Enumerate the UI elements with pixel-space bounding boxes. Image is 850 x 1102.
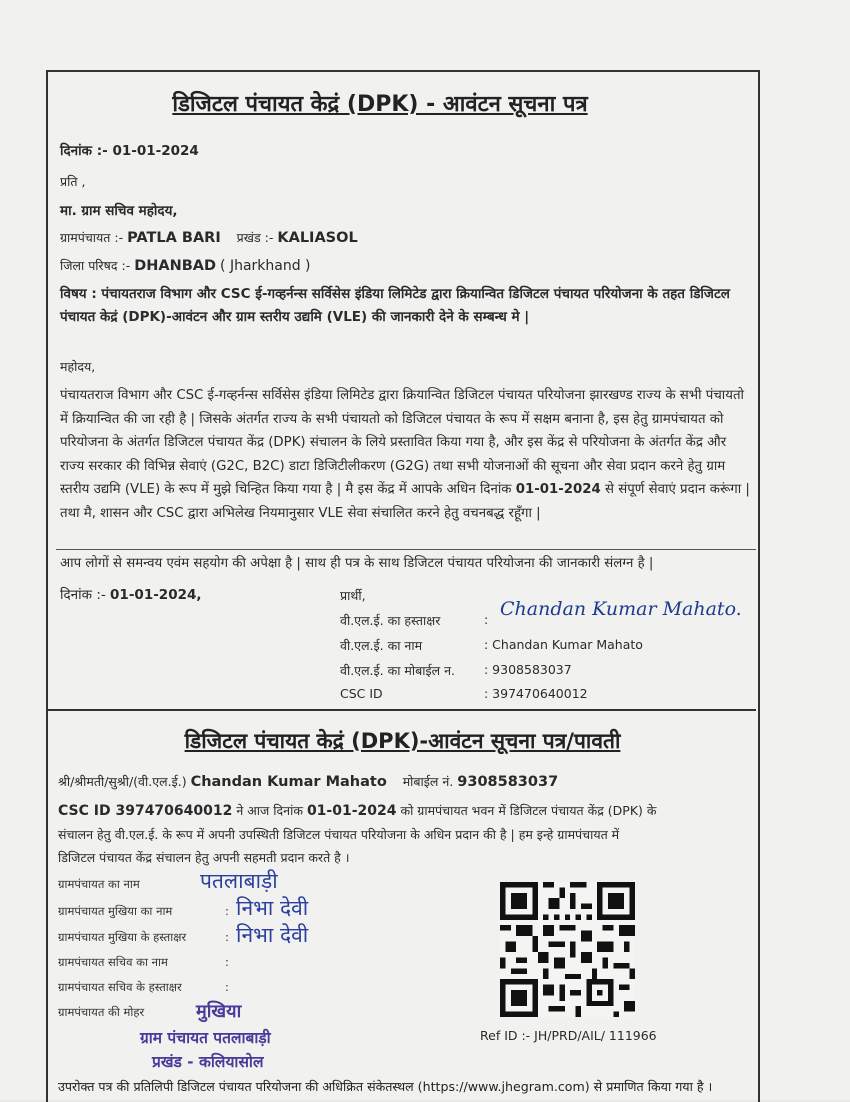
receipt-text-b: को ग्रामपंचायत भवन में डिजिटल पंचायत केंद्र (DPK) के xyxy=(400,803,657,818)
field-gp-name-hand: पतलाबाड़ी xyxy=(200,869,278,893)
block-label: प्रखंड :- xyxy=(236,230,274,245)
field-secretary-sign-label: ग्रामपंचायत सचिव के हस्ताक्षर xyxy=(58,980,182,994)
field-secretary-name-colon: : xyxy=(225,955,229,969)
vle-sign-label: वी.एल.ई. का हस्ताक्षर xyxy=(340,613,441,628)
vle-sign-colon: : xyxy=(484,612,489,627)
body-part1: पंचायतराज विभाग और CSC ई-गव्हर्नन्स सर्विसेस इंडिया लिमिटेड द्वारा क्रियान्वित डिजिटल पंचायत परियोजना झारखण्ड राज्य के सभी पंचायतो में क्रियान्वित की जा रही है | जिसके अंतर्गत राज्य के सभी पंचायतो को डिजिटल पंचायत के रूप में सक्षम बनाना है, इस हेतु ग्रामपंचायत को परियोजना के अंतर्गत डिजिटल पंचायत केंद्र (DPK) संचालन के लिये प्रस्तावित किया गया है, और इस केंद्र से परियोजना के अंतर्गत केंद्र और राज्य सरकार की विभिन्न सेवाएं (G2C, B2C) डाटा डिजिटीलीकरण (G2G) तथा सभी योजनाओं की सूचना और सेवा प्रदान करने हेतु ग्राम स्तरीय उद्यमि (VLE) के रूप में मुझे चिन्हित किया गया है | मै इस केंद्र में आपके अधिन दिनांक xyxy=(60,388,744,497)
field-secretary-sign-colon: : xyxy=(225,980,229,994)
field-mukhiya-sign-hand: निभा देवी xyxy=(236,923,309,947)
closing-line: आप लोगों से समन्वय एवंम सहयोग की अपेक्षा है | साथ ही पत्र के साथ डिजिटल पंचायत परियोजना की जानकारी संलग्न है | xyxy=(60,556,654,571)
field-mukhiya-name-label: ग्रामपंचायत मुखिया का नाम xyxy=(58,904,173,918)
receipt-csc-id: CSC ID 397470640012 xyxy=(58,803,233,819)
vle-name-label: वी.एल.ई. का नाम xyxy=(340,638,423,653)
receipt-title: डिजिटल पंचायत केद्रं (DPK)-आवंटन सूचना पत्र/पावती xyxy=(184,729,621,753)
vle-mobile-label: वी.एल.ई. का मोबाईल न. xyxy=(340,663,456,678)
receipt-text-line3: डिजिटल पंचायत केंद्र संचालन हेतु अपनी सहमती प्रदान करते है । xyxy=(58,850,350,865)
csc-id-label: CSC ID xyxy=(340,686,383,701)
field-seal-label: ग्रामपंचायत की मोहर xyxy=(58,1005,145,1019)
field-mukhiya-name-hand: निभा देवी xyxy=(236,896,309,920)
sign-date-value: 01-01-2024, xyxy=(110,587,202,603)
field-gp-name-label: ग्रामपंचायत का नाम xyxy=(58,877,140,891)
vle-signature: Chandan Kumar Mahato. xyxy=(500,598,742,620)
name-prefix: श्री/श्रीमती/सुश्री/(वी.एल.ई.) xyxy=(58,774,187,789)
sign-date-line xyxy=(60,585,202,603)
gp-label: ग्रामपंचायत :- xyxy=(60,230,124,245)
body-part2: से संपूर्ण सेवाएं प्रदान करूंगा | तथा मै, शासन और CSC द्वारा अभिलेख नियमानुसार VLE सेवा संचालित करने हेतु वचनबद्ध रहूँगा | xyxy=(60,482,750,521)
district-value: DHANBAD xyxy=(134,258,217,274)
field-secretary-name-label: ग्रामपंचायत सचिव का नाम xyxy=(58,955,168,969)
field-mukhiya-name-colon: : xyxy=(225,904,229,918)
stamp-line2: ग्राम पंचायत पतलाबाड़ी xyxy=(140,1029,271,1047)
stamp-line1: मुखिया xyxy=(196,1001,242,1022)
recipient-line: मा. ग्राम सचिव महोदय, xyxy=(60,203,178,219)
sign-date-label: दिनांक :- xyxy=(60,587,106,603)
csc-id-value: : 397470640012 xyxy=(484,686,588,701)
section-separator xyxy=(48,709,756,711)
footer-note: उपरोक्त पत्र की प्रतिलिपी डिजिटल पंचायत परियोजना की अधिक्रित संकेतस्थल (https://www.jhegram.com) से प्रमाणित किया गया है । xyxy=(58,1079,713,1094)
prarthi: प्रार्थी, xyxy=(340,588,366,603)
divider xyxy=(56,549,756,550)
field-mukhiya-sign-colon: : xyxy=(225,930,229,944)
date-label: दिनांक :- xyxy=(60,143,108,159)
vle-name-value: : Chandan Kumar Mahato xyxy=(484,637,643,652)
receipt-date: 01-01-2024 xyxy=(306,803,397,819)
prati-text: प्रति , xyxy=(60,174,86,189)
receipt-mobile-label: मोबाईल नं. xyxy=(402,774,454,789)
district-line xyxy=(60,257,311,274)
vle-mobile-value: : 9308583037 xyxy=(484,662,572,677)
receipt-name-line xyxy=(58,773,558,790)
body-paragraph xyxy=(60,384,752,525)
date-line xyxy=(60,141,199,159)
qr-code xyxy=(500,882,635,1017)
receipt-text-line2: संचालन हेतु वी.एल.ई. के रूप में अपनी उपस्थिती डिजिटल पंचायत परियोजना के अधिन प्रदान की है | हम इन्हे ग्रामपंचायत में xyxy=(58,827,620,842)
state-value: ( Jharkhand ) xyxy=(220,258,311,274)
block-value: KALIASOL xyxy=(277,230,358,246)
field-mukhiya-sign-label: ग्रामपंचायत मुखिया के हस्ताक्षर xyxy=(58,930,187,944)
stamp-line3: प्रखंड - कलियासोल xyxy=(152,1053,264,1071)
gp-block-line xyxy=(60,229,358,246)
receipt-text-a: ने आज दिनांक xyxy=(236,803,303,818)
receipt-text-line1 xyxy=(58,802,657,819)
body-date: 01-01-2024 xyxy=(515,482,601,497)
greeting: महोदय, xyxy=(60,359,96,374)
date-value: 01-01-2024 xyxy=(112,143,199,159)
subject-paragraph: विषय : पंचायतराज विभाग और CSC ई-गव्हर्नन्स सर्विसेस इंडिया लिमिटेड द्वारा क्रियान्वित डिजिटल पंचायत परियोजना के तहत डिजिटल पंचायत केद्रं (DPK)-आवंटन और ग्राम स्तरीय उद्यमि (VLE) की जानकारी देने के सम्बन्ध मे | xyxy=(60,286,730,325)
receipt-vle-name: Chandan Kumar Mahato xyxy=(190,774,387,790)
ref-id: Ref ID :- JH/PRD/AIL/ 111966 xyxy=(480,1028,657,1043)
receipt-mobile-value: 9308583037 xyxy=(457,774,559,790)
district-label: जिला परिषद :- xyxy=(60,258,131,273)
page-title: डिजिटल पंचायत केद्रं (DPK) - आवंटन सूचना पत्र xyxy=(172,92,588,117)
gp-value: PATLA BARI xyxy=(127,230,221,246)
